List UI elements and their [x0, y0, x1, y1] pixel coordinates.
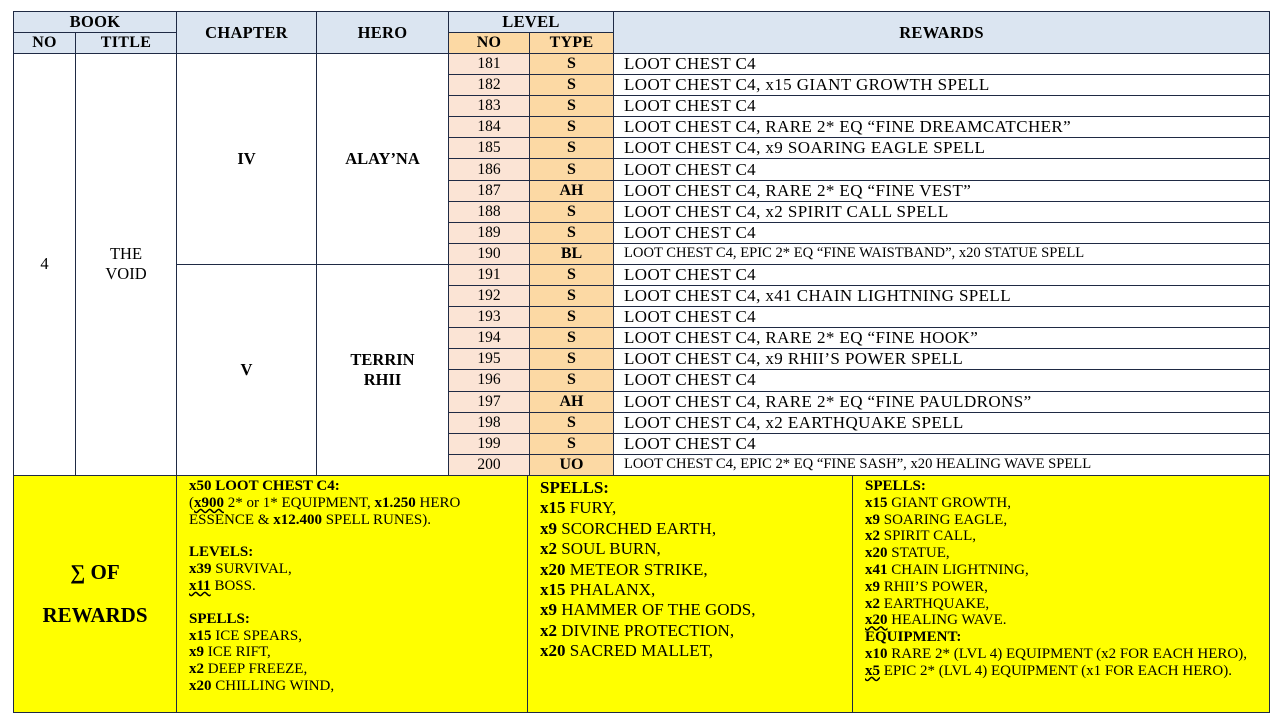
spell-summary-item: x2 SPIRIT CALL, [865, 528, 976, 545]
spell-summary-item: x20 METEOR STRIKE, [540, 559, 708, 579]
spell-summary-item: x9 SCORCHED EARTH, [540, 518, 717, 538]
summary-col3 [853, 476, 1270, 713]
level-reward: LOOT CHEST C4, x15 GIANT GROWTH SPELL [614, 75, 1270, 96]
level-number: 195 [449, 349, 530, 370]
header-book: BOOK [14, 12, 177, 33]
level-reward: LOOT CHEST C4, RARE 2* EQ “FINE DREAMCATCHER” [614, 117, 1270, 138]
table-row [14, 54, 1270, 75]
spell-summary-item: x20 CHILLING WIND, [189, 677, 335, 694]
level-summary-item: x39 SURVIVAL, [189, 561, 292, 578]
level-number: 181 [449, 54, 530, 75]
level-type: S [530, 307, 614, 328]
level-type: S [530, 433, 614, 454]
level-reward: LOOT CHEST C4, RARE 2* EQ “FINE HOOK” [614, 328, 1270, 349]
levels-list [189, 561, 521, 595]
level-reward: LOOT CHEST C4 [614, 159, 1270, 180]
rewards-table [13, 11, 1270, 476]
level-number: 197 [449, 391, 530, 412]
level-type: S [530, 54, 614, 75]
book-title [76, 54, 177, 476]
header-hero: HERO [317, 12, 449, 54]
level-type: S [530, 370, 614, 391]
level-reward: LOOT CHEST C4, x2 EARTHQUAKE SPELL [614, 412, 1270, 433]
level-reward: LOOT CHEST C4, RARE 2* EQ “FINE VEST” [614, 180, 1270, 201]
spell-summary-item: x15 ICE SPEARS, [189, 627, 302, 644]
level-type: BL [530, 243, 614, 264]
level-reward: LOOT CHEST C4, EPIC 2* EQ “FINE WAISTBAND”, x20 STATUE SPELL [614, 243, 1270, 264]
level-reward: LOOT CHEST C4 [614, 307, 1270, 328]
level-summary-item: x11 BOSS. [189, 577, 256, 594]
level-type: S [530, 328, 614, 349]
header-book-no: NO [14, 33, 76, 54]
spell-summary-item: x20 HEALING WAVE. [865, 612, 1007, 629]
level-type: S [530, 264, 614, 285]
level-reward: LOOT CHEST C4, x2 SPIRIT CALL SPELL [614, 201, 1270, 222]
spell-summary-item: x9 SOARING EAGLE, [865, 511, 1008, 528]
summary-col2 [528, 476, 853, 713]
equipment-summary-item: x5 EPIC 2* (LVL 4) EQUIPMENT (x1 FOR EACH HERO). [865, 662, 1232, 679]
level-reward: LOOT CHEST C4 [614, 433, 1270, 454]
level-type: S [530, 138, 614, 159]
level-reward: LOOT CHEST C4 [614, 54, 1270, 75]
spell-summary-item: x15 PHALANX, [540, 580, 656, 600]
col3-spells-heading: SPELLS: [865, 478, 926, 494]
level-number: 187 [449, 180, 530, 201]
levels-heading: LEVELS: [189, 544, 254, 561]
summary-label-line1: ∑ OF [70, 560, 120, 584]
spell-summary-item: x2 DEEP FREEZE, [189, 661, 308, 678]
equipment-heading: EQUIPMENT: [865, 629, 962, 646]
spell-summary-item: x2 DIVINE PROTECTION, [540, 620, 735, 640]
level-number: 196 [449, 370, 530, 391]
hero-name-line2: RHII [363, 369, 402, 389]
summary-label-line2: REWARDS [42, 603, 148, 627]
spell-summary-item: x9 RHII’S POWER, [865, 578, 988, 595]
equipment-list [865, 646, 1263, 680]
level-number: 192 [449, 286, 530, 307]
level-type: UO [530, 454, 614, 475]
header-rewards: REWARDS [614, 12, 1270, 54]
col1-spells-heading: SPELLS: [189, 610, 250, 627]
spell-summary-item: x9 ICE RIFT, [189, 644, 271, 661]
level-reward: LOOT CHEST C4 [614, 96, 1270, 117]
book-title-line1: THE [109, 244, 143, 264]
spell-summary-item: x41 CHAIN LIGHTNING, [865, 561, 1029, 578]
table-row [14, 264, 1270, 285]
level-type: S [530, 286, 614, 307]
level-number: 188 [449, 201, 530, 222]
level-type: S [530, 75, 614, 96]
header-book-title: TITLE [76, 33, 177, 54]
book-title-line2: VOID [105, 264, 147, 284]
level-type: S [530, 349, 614, 370]
level-number: 189 [449, 222, 530, 243]
col2-spells-heading: SPELLS: [540, 478, 609, 497]
level-reward: LOOT CHEST C4 [614, 370, 1270, 391]
level-reward: LOOT CHEST C4, x41 CHAIN LIGHTNING SPELL [614, 286, 1270, 307]
spell-summary-item: x2 SOUL BURN, [540, 539, 661, 559]
spell-summary-item: x15 GIANT GROWTH, [865, 494, 1011, 511]
level-number: 186 [449, 159, 530, 180]
chest-heading: x50 LOOT CHEST C4: [189, 478, 340, 494]
level-type: S [530, 117, 614, 138]
level-number: 183 [449, 96, 530, 117]
chapter-2: V [177, 264, 317, 475]
chest-detail: (x900 2* or 1* EQUIPMENT, x1.250 HERO ESSENCE & x12.400 SPELL RUNES). [189, 494, 461, 528]
equipment-summary-item: x10 RARE 2* (LVL 4) EQUIPMENT (x2 FOR EACH HERO), [865, 645, 1247, 662]
col2-spells-list [540, 498, 846, 661]
spell-summary-item: x9 HAMMER OF THE GODS, [540, 600, 756, 620]
level-reward: LOOT CHEST C4, x9 SOARING EAGLE SPELL [614, 138, 1270, 159]
header-chapter: CHAPTER [177, 12, 317, 54]
level-number: 190 [449, 243, 530, 264]
level-number: 200 [449, 454, 530, 475]
level-number: 185 [449, 138, 530, 159]
spell-summary-item: x15 FURY, [540, 498, 617, 518]
col1-spells-list [189, 628, 521, 695]
level-number: 194 [449, 328, 530, 349]
level-reward: LOOT CHEST C4 [614, 264, 1270, 285]
hero-1 [317, 54, 449, 265]
level-reward: LOOT CHEST C4 [614, 222, 1270, 243]
level-number: 182 [449, 75, 530, 96]
spell-summary-item: x20 SACRED MALLET, [540, 641, 713, 661]
hero-name: ALAY’NA [345, 148, 420, 168]
summary-col1 [177, 476, 528, 713]
col3-spells-list [865, 495, 1263, 629]
level-reward: LOOT CHEST C4, EPIC 2* EQ “FINE SASH”, x20 HEALING WAVE SPELL [614, 454, 1270, 475]
level-type: S [530, 412, 614, 433]
level-type: AH [530, 180, 614, 201]
summary-label [14, 476, 177, 713]
level-type: S [530, 201, 614, 222]
level-type: S [530, 96, 614, 117]
level-number: 191 [449, 264, 530, 285]
level-type: S [530, 159, 614, 180]
level-type: S [530, 222, 614, 243]
hero-2 [317, 264, 449, 475]
book-number: 4 [14, 54, 76, 476]
level-reward: LOOT CHEST C4, RARE 2* EQ “FINE PAULDRONS” [614, 391, 1270, 412]
summary-table [13, 475, 1270, 713]
level-number: 184 [449, 117, 530, 138]
level-reward: LOOT CHEST C4, x9 RHII’S POWER SPELL [614, 349, 1270, 370]
header-level-no: NO [449, 33, 530, 54]
header-level-type: TYPE [530, 33, 614, 54]
spell-summary-item: x2 EARTHQUAKE, [865, 595, 990, 612]
level-number: 199 [449, 433, 530, 454]
level-number: 193 [449, 307, 530, 328]
level-number: 198 [449, 412, 530, 433]
level-type: AH [530, 391, 614, 412]
hero-name-line1: TERRIN [350, 349, 415, 369]
header-level: LEVEL [449, 12, 614, 33]
spell-summary-item: x20 STATUE, [865, 545, 950, 562]
chapter-1: IV [177, 54, 317, 265]
